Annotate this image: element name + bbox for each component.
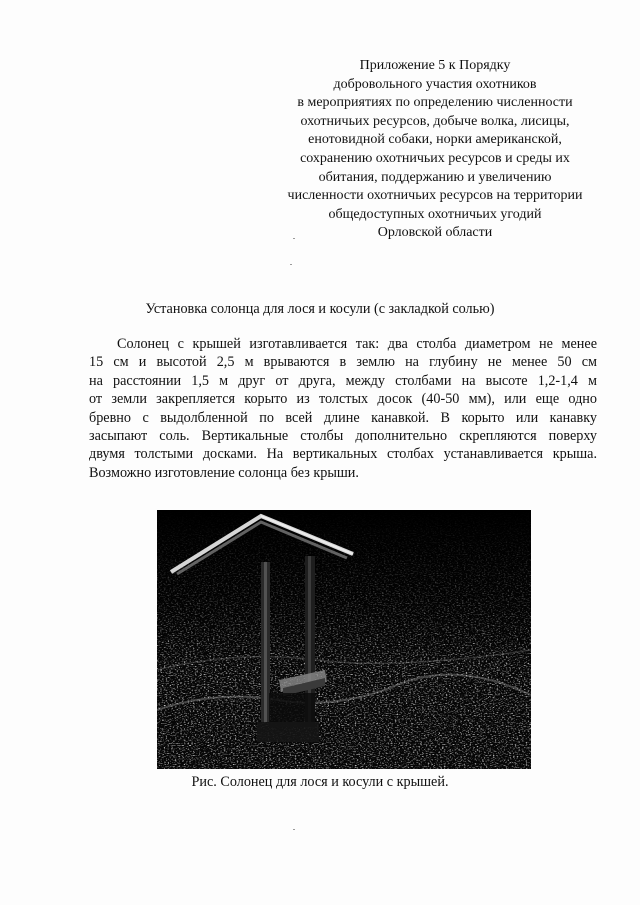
appendix-header [270,57,600,243]
appendix-line: Орловской области [377,225,493,241]
salt-lick-photo [157,510,531,769]
body-paragraph [89,335,597,482]
appendix-line: численности охотничьих ресурсов на территории [287,188,583,204]
scan-speck [293,238,295,239]
paragraph-line: засыпают соль. Вертикальные столбы дополнительно скрепляются поверху [89,428,597,445]
paragraph-line: на расстоянии 1,5 м друг от друга, между столбами на высоте 1,2-1,4 м [89,372,597,389]
paragraph-line: от земли закрепляется корыто из толстых досок (40-50 мм), или еще одно [89,391,597,408]
figure-caption: Рис. Солонец для лося и косули с крышей. [191,774,449,790]
appendix-line: сохранению охотничьих ресурсов и среды их [300,150,570,166]
appendix-line: добровольного участия охотников [333,76,537,92]
section-title: Установка солонца для лося и косули (с закладкой солью) [145,301,495,317]
paragraph-line: Солонец с крышей изготавливается так: два столба диаметром не менее [117,336,597,352]
paragraph-line: 15 см и высотой 2,5 м врываются в землю на глубину не менее 50 см [89,354,597,371]
appendix-line: енотовидной собаки, норки американской, [308,132,562,148]
appendix-line: в мероприятиях по определению численности [297,95,573,111]
paragraph-line: Возможно изготовление солонца без крыши. [89,464,359,481]
scan-speck [290,264,292,265]
appendix-line: общедоступных охотничьих угодий [328,206,542,222]
paragraph-line: бревно с выдолбленной по всей длине канавкой. В корыто или канавку [89,409,597,426]
scan-speck [293,829,295,830]
appendix-line: обитания, поддержанию и увеличению [318,169,552,185]
appendix-line: охотничьих ресурсов, добыче волка, лисицы, [300,113,570,129]
paragraph-line: двумя толстыми досками. На вертикальных столбах устанавливается крыша. [89,446,597,463]
appendix-line: Приложение 5 к Порядку [359,58,511,73]
